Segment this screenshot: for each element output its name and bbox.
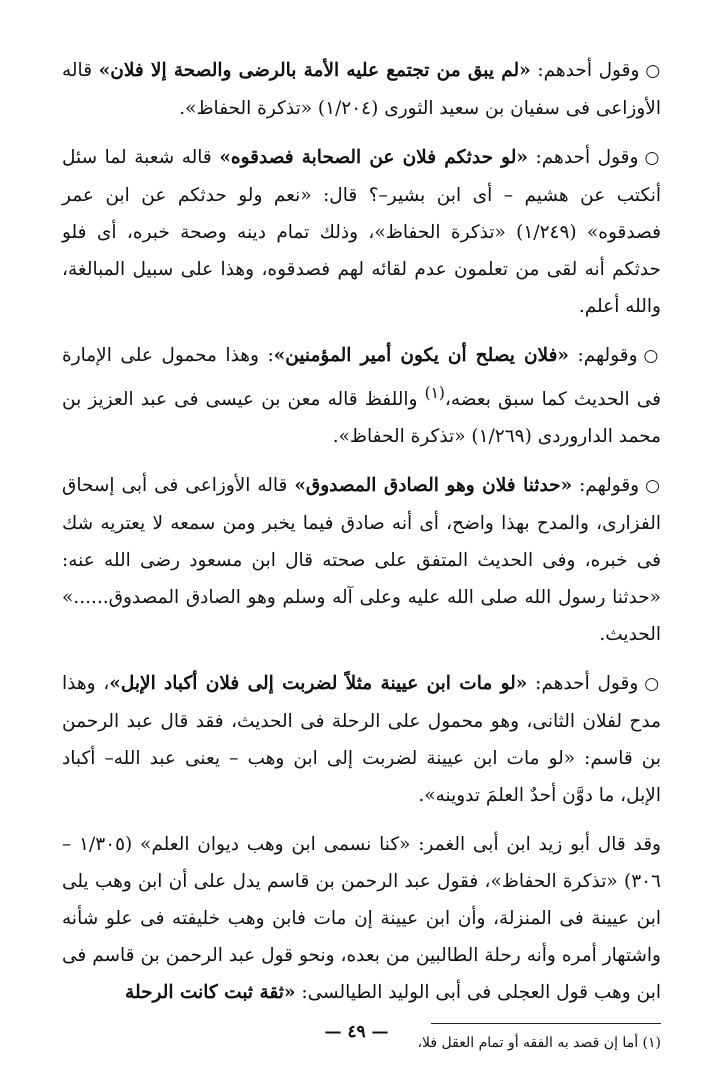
paragraph-text: قاله شعبة لما سئل أنكتب عن هشيم – أى ابن بشير–؟ قال: «نعم ولو حدثكم عن ابن عمر فصدقوه» (١/٢٤٩) «تذكرة الحفاظ»، وذلك تمام دينه وصحة خبره، أى فلو حدثكم أنه لقى من تعلمون عدم لقائه لهم فصدقوه، وهذا على سبيل المبالغة، والله أعلم. (62, 147, 661, 317)
quoted-phrase: «لم يبق من تجتمع عليه الأمة بالرضى والصحة إلا فلان» (98, 60, 531, 81)
paragraph (62, 337, 661, 455)
paragraph-text: قاله الأوزاعى فى سفيان بن سعيد الثورى (١/٢٠٤) «تذكرة الحفاظ». (62, 60, 661, 119)
paragraph-text: وقولهم: (569, 345, 638, 366)
paragraph-text: ، وهذا مدح لفلان الثانى، وهو محمول على الرحلة فى الحديث، فقد قال عبد الرحمن بن قاسم: «لو مات ابن عيينة لضربت إلى ابن وهب – يعنى عبد الله– أكباد الإبل، ما دوَّن أحدٌ العلمَ تدوينه». (62, 673, 661, 807)
paragraph (62, 665, 661, 814)
paragraph-text: وقول أحدهم: (530, 60, 640, 81)
paragraph-text: واللفظ قاله معن بن عيسى فى عبد العزيز بن محمد الداروردى (١/٢٦٩) «تذكرة الحفاظ». (62, 389, 661, 448)
quoted-phrase: «ثقة ثبت كانت الرحلة (125, 982, 296, 1004)
paragraph-text: وقولهم: (572, 475, 640, 497)
circle-bullet-icon: ○ (644, 674, 661, 695)
paragraph-text: قاله الأوزاعى فى أبى إسحاق الفزارى، والمدح بهذا واضح، أى أنه صادق فيما يخبر ومن سمعه لا يعتريه شك فى خبره، وفى الحديث المتفق على صحته قال ابن مسعود رضى الله عنه: «حدثنا رسول الله صلى الله عليه وعلى آله وسلم وهو الصادق المصدوق......» الحديث. (62, 475, 661, 646)
paragraph (62, 467, 661, 653)
circle-bullet-icon: ○ (643, 346, 661, 366)
paragraph (62, 52, 661, 127)
circle-bullet-icon: ○ (645, 476, 661, 497)
paragraph (62, 139, 661, 325)
footnote: (١) أما إن قصد به الفقه أو تمام العقل فلا، (417, 1035, 661, 1052)
circle-bullet-icon: ○ (645, 61, 662, 81)
footnote-ref: (١) (424, 384, 445, 402)
paragraph (62, 826, 661, 1011)
paragraph-text: وقد قال أبو زيد ابن أبى الغمر: «كنا نسمى ابن وهب ديوان العلم» (١/٣٠٥ – ٣٠٦) «تذكرة الحفاظ»، فقول عبد الرحمن بن قاسم يدل على أن ابن وهب يلى ابن عيينة فى المنزلة، وأن ابن عيينة إن مات فابن وهب خليفته فى علو شأنه واشتهار أمره وأنه رحلة الطالبين من بعده، ونحو قول عبد الرحمن بن قاسم فى ابن وهب قول العجلى فى أبى الوليد الطيالسى: (62, 834, 661, 1004)
paragraph-text: وقول أحدهم: (527, 673, 639, 695)
page-number: — ٤٩ — (324, 1022, 389, 1042)
page-body (62, 52, 661, 1011)
quoted-phrase: «فلان يصلح أن يكون أمير المؤمنين» (273, 345, 569, 366)
quoted-phrase: «حدثنا فلان وهو الصادق المصدوق» (294, 475, 573, 497)
paragraph-text: وقول أحدهم: (527, 147, 639, 168)
circle-bullet-icon: ○ (644, 148, 662, 168)
quoted-phrase: «لو حدثكم فلان عن الصحابة فصدقوه» (219, 147, 528, 168)
paragraph-text: : وهذا محمول على الإمارة فى الحديث كما سبق بعضه، (62, 345, 662, 411)
quoted-phrase: «لو مات ابن عيينة مثلاً لضربت إلى فلان أكباد الإبل» (109, 673, 528, 695)
